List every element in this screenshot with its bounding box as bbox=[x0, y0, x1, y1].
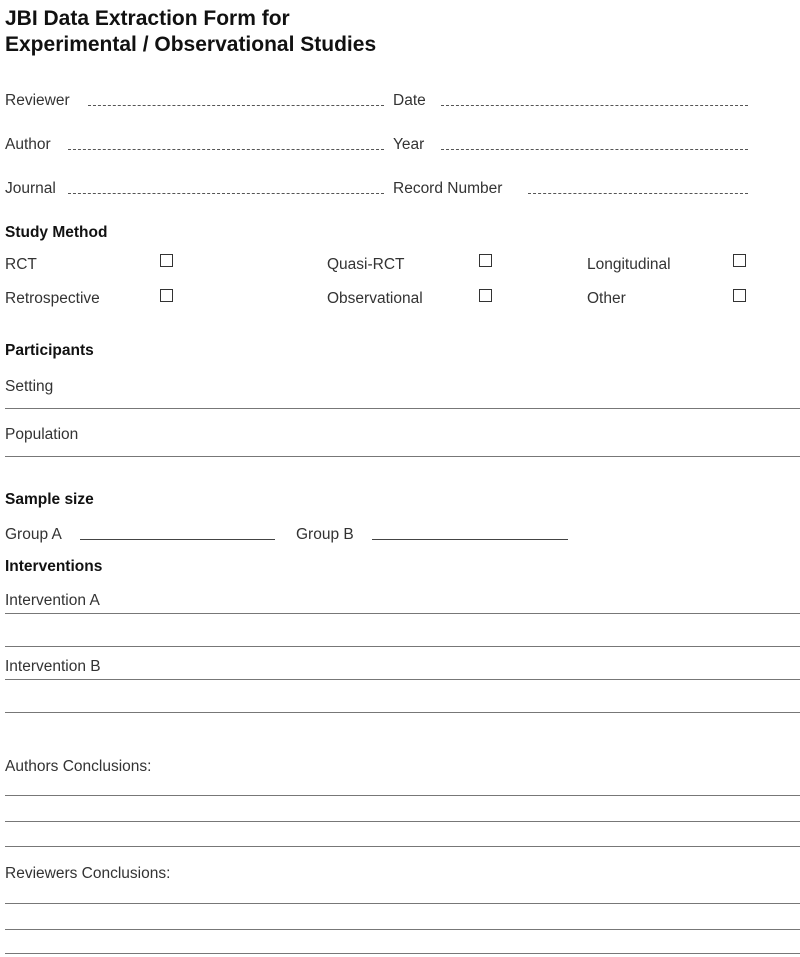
year-field[interactable] bbox=[441, 149, 748, 150]
year-label: Year bbox=[393, 136, 425, 153]
group-b-label: Group B bbox=[296, 526, 354, 543]
method-retrospective-checkbox[interactable] bbox=[160, 289, 173, 302]
record-number-label: Record Number bbox=[393, 180, 503, 197]
authors-conclusions-label: Authors Conclusions: bbox=[5, 758, 152, 775]
setting-label: Setting bbox=[5, 378, 54, 395]
participants-heading: Participants bbox=[5, 342, 94, 359]
date-field[interactable] bbox=[441, 105, 748, 106]
authors-conclusions-line-1[interactable] bbox=[5, 795, 800, 796]
method-other-label: Other bbox=[587, 290, 626, 307]
author-label: Author bbox=[5, 136, 51, 153]
intervention-b-line-1[interactable] bbox=[5, 679, 800, 680]
group-b-field[interactable] bbox=[372, 539, 568, 540]
method-longitudinal-label: Longitudinal bbox=[587, 256, 671, 273]
reviewers-conclusions-line-1[interactable] bbox=[5, 903, 800, 904]
method-retrospective-label: Retrospective bbox=[5, 290, 100, 307]
reviewers-conclusions-line-2[interactable] bbox=[5, 929, 800, 930]
date-label: Date bbox=[393, 92, 426, 109]
group-a-label: Group A bbox=[5, 526, 62, 543]
authors-conclusions-line-2[interactable] bbox=[5, 821, 800, 822]
reviewer-field[interactable] bbox=[88, 105, 384, 106]
reviewers-conclusions-label: Reviewers Conclusions: bbox=[5, 865, 171, 882]
reviewer-label: Reviewer bbox=[5, 92, 70, 109]
intervention-b-label: Intervention B bbox=[5, 658, 101, 675]
population-label: Population bbox=[5, 426, 79, 443]
method-rct-checkbox[interactable] bbox=[160, 254, 173, 267]
interventions-heading: Interventions bbox=[5, 558, 103, 575]
form-title-line-1: JBI Data Extraction Form for bbox=[5, 7, 290, 30]
sample-size-heading: Sample size bbox=[5, 491, 94, 508]
method-observational-label: Observational bbox=[327, 290, 423, 307]
journal-label: Journal bbox=[5, 180, 56, 197]
population-line[interactable] bbox=[5, 456, 800, 457]
intervention-b-line-2[interactable] bbox=[5, 712, 800, 713]
group-a-field[interactable] bbox=[80, 539, 275, 540]
method-longitudinal-checkbox[interactable] bbox=[733, 254, 746, 267]
setting-line[interactable] bbox=[5, 408, 800, 409]
form-title-line-2: Experimental / Observational Studies bbox=[5, 33, 377, 56]
study-method-heading: Study Method bbox=[5, 224, 108, 241]
method-observational-checkbox[interactable] bbox=[479, 289, 492, 302]
method-rct-label: RCT bbox=[5, 256, 37, 273]
method-quasi-rct-label: Quasi-RCT bbox=[327, 256, 405, 273]
intervention-a-line-2[interactable] bbox=[5, 646, 800, 647]
authors-conclusions-line-3[interactable] bbox=[5, 846, 800, 847]
journal-field[interactable] bbox=[68, 193, 384, 194]
record-number-field[interactable] bbox=[528, 193, 748, 194]
author-field[interactable] bbox=[68, 149, 384, 150]
method-quasi-rct-checkbox[interactable] bbox=[479, 254, 492, 267]
intervention-a-label: Intervention A bbox=[5, 592, 100, 609]
intervention-a-line-1[interactable] bbox=[5, 613, 800, 614]
method-other-checkbox[interactable] bbox=[733, 289, 746, 302]
reviewers-conclusions-line-3[interactable] bbox=[5, 953, 800, 954]
